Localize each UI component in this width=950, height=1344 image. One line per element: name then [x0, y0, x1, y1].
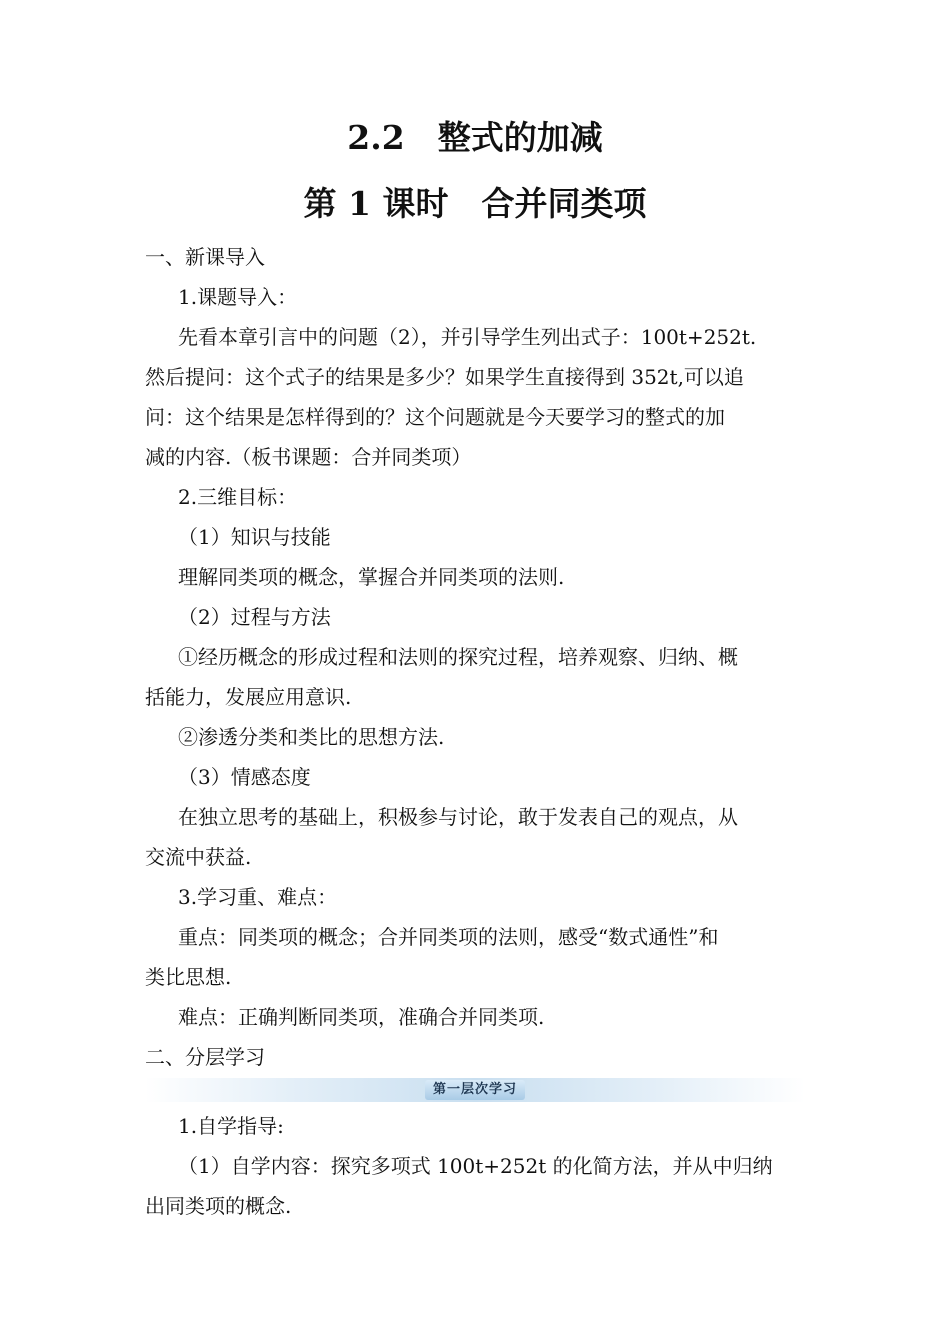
paragraph-line: 理解同类项的概念，掌握合并同类项的法则. — [178, 565, 565, 589]
subheading-topic-intro: 1.课题导入： — [178, 285, 298, 309]
subheading-self-study: 1.自学指导: — [178, 1114, 284, 1138]
level-banner-label: 第一层次学习 — [425, 1080, 525, 1100]
section-title: 2.2 整式的加减 — [347, 118, 603, 157]
paragraph-line: 减的内容.（板书课题：合并同类项） — [145, 445, 472, 469]
objective-process-heading: （2）过程与方法 — [178, 605, 331, 629]
paragraph-line: 交流中获益. — [145, 845, 252, 869]
level-banner — [145, 1078, 805, 1102]
paragraph-line: ②渗透分类和类比的思想方法. — [178, 725, 445, 749]
heading-layered-learning: 二、分层学习 — [145, 1045, 265, 1069]
paragraph-line: 难点：正确判断同类项，准确合并同类项. — [178, 1005, 545, 1029]
paragraph-line: 先看本章引言中的问题（2），并引导学生列出式子：100t+252t. — [178, 325, 757, 349]
paragraph-line: 重点：同类项的概念；合并同类项的法则，感受“数式通性”和 — [178, 925, 719, 949]
paragraph-line: 然后提问：这个式子的结果是多少？如果学生直接得到 352t,可以追 — [145, 365, 744, 389]
paragraph-line: 在独立思考的基础上，积极参与讨论，敢于发表自己的观点，从 — [178, 805, 738, 829]
paragraph-line: 出同类项的概念. — [145, 1194, 292, 1218]
objective-attitude-heading: （3）情感态度 — [178, 765, 311, 789]
lesson-title: 第 1 课时 合并同类项 — [303, 184, 647, 223]
subheading-key-points: 3.学习重、难点： — [178, 885, 338, 909]
heading-new-lesson-intro: 一、新课导入 — [145, 245, 265, 269]
subheading-objectives: 2.三维目标： — [178, 485, 298, 509]
paragraph-line: 括能力，发展应用意识. — [145, 685, 352, 709]
objective-knowledge-heading: （1）知识与技能 — [178, 525, 331, 549]
paragraph-line: 问：这个结果是怎样得到的？这个问题就是今天要学习的整式的加 — [145, 405, 725, 429]
paragraph-line: 类比思想. — [145, 965, 232, 989]
paragraph-line: （1）自学内容：探究多项式 100t+252t 的化简方法，并从中归纳 — [178, 1154, 773, 1178]
paragraph-line: ①经历概念的形成过程和法则的探究过程，培养观察、归纳、概 — [178, 645, 738, 669]
